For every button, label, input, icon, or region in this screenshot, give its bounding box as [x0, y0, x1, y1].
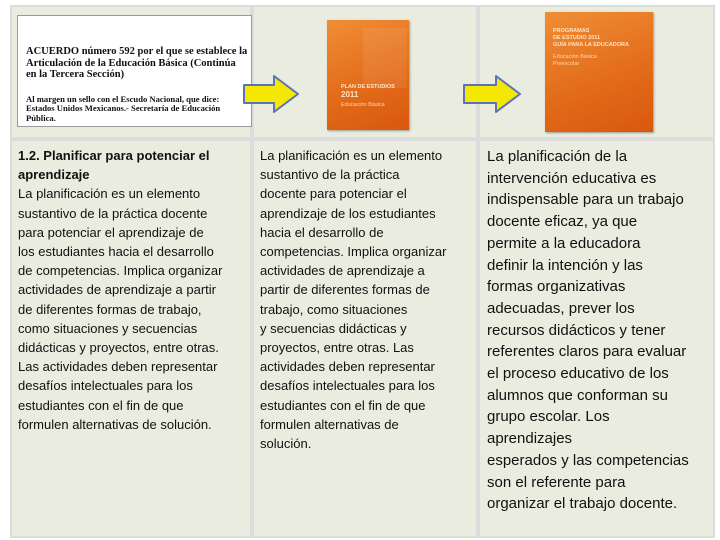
left-line: sustantivo de la práctica docente	[18, 205, 208, 221]
left-line: actividades de aprendizaje a partir	[18, 282, 217, 298]
plan-estudios-cover-image	[327, 20, 409, 130]
left-line: de diferentes formas de trabajo,	[18, 301, 202, 317]
plan-cover-subtitle: Educación Básica	[341, 102, 385, 108]
programa-cover-subtitle-2: Preescolar	[553, 61, 580, 67]
middle-line: hacia el desarrollo de	[260, 224, 384, 240]
programa-cover-title-3: GUÍA PARA LA EDUCADORA	[553, 42, 629, 48]
right-line: recursos didácticos y tener	[487, 321, 666, 339]
right-line: La planificación de la	[487, 148, 628, 165]
right-line: el proceso educativo de los	[487, 365, 669, 383]
middle-line: formulen alternativas de	[260, 416, 399, 432]
programa-estudio-cover-image	[545, 12, 653, 132]
right-line: son el referente para	[487, 473, 626, 491]
section-heading: 1.2. Planificar para potenciar el aprendizaje	[18, 148, 210, 183]
middle-line: desafíos intelectuales para los	[260, 378, 435, 394]
right-line: intervención educativa es	[487, 169, 657, 187]
middle-line: docente para potenciar el	[260, 186, 407, 202]
left-line: los estudiantes hacia el desarrollo	[18, 244, 214, 260]
left-line: didácticas y proyectos, entre otras.	[18, 340, 219, 356]
plan-cover-title: PLAN DE ESTUDIOS	[341, 84, 395, 90]
programa-cover-title-1: PROGRAMAS	[553, 28, 590, 34]
middle-line: sustantivo de la práctica	[260, 167, 400, 183]
middle-line: proyectos, entre otras. Las	[260, 340, 414, 356]
arrow-right-icon	[462, 74, 522, 114]
right-line: indispensable para un trabajo	[487, 191, 684, 209]
middle-column-text	[260, 146, 476, 453]
right-line: grupo escolar. Los	[487, 408, 610, 426]
right-line: esperados y las competencias	[487, 451, 689, 469]
right-line: docente eficaz, ya que	[487, 213, 638, 231]
middle-line: actividades deben representar	[260, 359, 435, 375]
middle-line: estudiantes con el fin de que	[260, 397, 426, 413]
left-line: de competencias. Implica organizar	[18, 263, 223, 279]
document-clipping-image	[17, 15, 252, 127]
middle-line: actividades de aprendizaje a	[260, 263, 425, 279]
left-line: formulen alternativas de solución.	[18, 416, 212, 432]
right-line: formas organizativas	[487, 278, 626, 296]
right-line: referentes claros para evaluar	[487, 343, 687, 361]
left-line: La planificación es un elemento	[18, 186, 201, 202]
document-body: Al margen un sello con el Escudo Nacional, que dice: Estados Unidos Mexicanos.- Secretaría de Educación Pública.	[26, 94, 221, 123]
middle-line: La planificación es un elemento	[260, 148, 443, 163]
right-line: adecuadas, prever los	[487, 299, 635, 317]
left-line: desafíos intelectuales para los	[18, 378, 193, 394]
arrow-right-icon	[242, 74, 300, 114]
left-line: estudiantes con el fin de que	[18, 397, 184, 413]
left-line: como situaciones y secuencias	[18, 320, 198, 336]
middle-line: aprendizaje de los estudiantes	[260, 205, 436, 221]
right-line: definir la intención y las	[487, 256, 643, 274]
plan-cover-year: 2011	[341, 90, 359, 99]
left-line: Las actividades deben representar	[18, 359, 218, 375]
middle-line: competencias. Implica organizar	[260, 244, 447, 260]
left-line: para potenciar el aprendizaje de	[18, 224, 204, 240]
programa-cover-title-2: DE ESTUDIO 2011	[553, 35, 601, 41]
right-line: permite a la educadora	[487, 234, 641, 252]
left-column-text	[18, 146, 250, 434]
middle-line: trabajo, como situaciones	[260, 301, 408, 317]
programa-cover-subtitle-1: Educación Básica	[553, 54, 597, 60]
document-title: ACUERDO número 592 por el que se establece la Articulación de la Educación Básica (Continúa en la Tercera Sección)	[26, 46, 248, 80]
right-column-text	[487, 146, 713, 515]
middle-line: y secuencias didácticas y	[260, 320, 407, 336]
right-line: aprendizajes	[487, 430, 573, 448]
middle-line: solución.	[260, 436, 312, 452]
middle-line: partir de diferentes formas de	[260, 282, 430, 298]
right-line: alumnos que conforman su	[487, 386, 668, 404]
right-line: organizar el trabajo docente.	[487, 495, 678, 513]
